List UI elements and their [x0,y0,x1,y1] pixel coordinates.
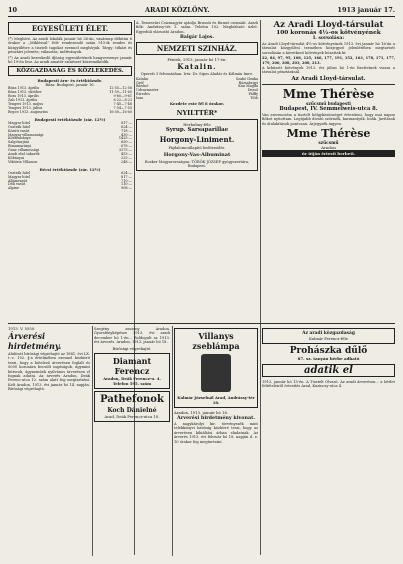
bottom-column-1 [8,326,90,556]
market-heading: Budapesti áru- és értéktőzsde. [37,78,103,84]
cast-list [136,78,258,101]
vienna-stock-row [8,187,132,191]
lloyd-numbers: 22, 84, 97, 95, 108, 125, 166, 177, 191, 152, 163, 178, 171, 177, 179, 206, 208, 203, 208, 213. [262,56,395,65]
theatre-date: Péntek, 1913. január hó 17-én: [167,57,227,63]
section-rule [8,323,395,324]
ad-herbabny [136,119,258,171]
stock-row-cell: Kőbányai [8,155,24,160]
grain-row-cell: 7·54—7·55 [113,105,132,110]
ad-pathefon [94,391,170,422]
cast-row-cell: Inas [136,96,144,101]
stock-row-cell: 430·— [121,132,132,137]
ad-kozgazdasag [262,328,395,344]
grain-row-cell: 8·22—8·23 [113,98,132,103]
therese-line2: úr útján értesít berheti. [262,150,395,157]
stock-row-cell: Rimamurányi [8,144,32,149]
lloyd-signer: Az Aradi Lloyd-társulat. [291,75,366,82]
cast-row-cell: Katalin [136,76,149,81]
article-meghivo: (*) Meghívó. Az aradi Iskolák január hó 26-án, vasárnap délután 6 órakor a „Miklóssal” felé rendezendő szám 915-ik rendes és közgyűlésre a tisztelt tagokat ezennel meghívjuk. Tárgy: titkári és pénztári jelentés; választás; indítványok. [8,37,132,55]
grain-price-table [8,87,132,114]
pathefon-title: Pathefonok [100,393,164,405]
column-rule [92,326,93,556]
kozgazdasag-sub: Kalmár Ferencz-féle [309,336,348,341]
newspaper-title: ARADI KÖZLÖNY. [144,6,210,14]
ad-liniment-desc: Fájdalomcsillapító bedörzsölés. [168,146,226,151]
grain-row [8,111,132,115]
arveresi-text: Alulírott bírósági végrehajtó az 1881. évi LX. t.-c. 102. §-a értelmében ezennel közhírré teszi, hogy a kötelező árverésen foglalt és 5000 koronára becsült ingóságok, úgymint bútorok, ágyneműek nyilvános árverésen el fognak adatni. Az árverés Aradon, Deák Ferenc-utca 12. szám alatt fog megtartatni. Kelt Aradon, 1913. évi január hó 14. napján. Bírósági végrehajtó. [8,352,90,392]
lloyd-text2: A kihúzott kötvények 1913. évi július hó 1-én fizettetnek vissza a társulat pénztáránál. [262,66,395,75]
ad-vas-albuminat: Horgony-Vas-Albuminat [163,152,231,159]
stock-row-cell: Osztrák hitel [8,124,31,129]
koch-name: Koch Dánielné [107,406,157,414]
stock-row-cell: 455·— [121,152,132,157]
vienna-stock-row-cell: Déli vasút [8,182,26,187]
ad-signature: Balgár Lajos. [180,35,214,41]
arveresi-hirdetmeny-heading: Árverési hirdetmény. [8,331,62,351]
stock-row-cell: 817·— [121,120,132,125]
grain-row-cell: Tengeri 1913. május [8,102,44,107]
ad-torok: Rosker Magyarországon: TÖRÖK JÓZSEF gyógyszertára, Budapest. [144,160,250,169]
theatre-start-note: Kezdete este fél 8 órakor. [169,101,225,107]
therese-line1: Aradon [321,145,336,151]
grain-row-cell: Zab 1913. április [8,98,38,103]
diamant-name: Diamant Ferencz [112,355,152,376]
cast-row-cell: Rózsahegyi [238,80,258,85]
zseblampa-title: Villanys zseblámpa [192,331,240,351]
lamp-illustration [201,354,231,392]
ad-csizmagyar: A. Temesvári Csizmagyár ajánlja Brassói és fiumei csizmáit. Aradi fiók: Andrássy-tér 3. szám. Telefon 102. Megbízható üzlet. Egyedüli elárusító Aradon. [136,21,258,34]
grain-row-cell: 7·45—7·46 [113,102,132,107]
therese-text: Van szerencsém a tisztelt hölgyközönséget értesíteni, hogy mai napon fiókot nyitottam. Legújabb divatú szőrmék, karmantyúk, boák. Javítások és átalakítások pontosan. Árjegyzék ingyen. [262,112,395,126]
bottom-column-4 [262,326,395,556]
vienna-stock-row-cell: 624·— [121,170,132,175]
column-rule [172,326,173,556]
therese-address: Budapest, IV. Semmelweis-utca 8. [279,105,378,112]
kozgazdasag-title: Az aradi közgazdaság [302,331,355,336]
notice-signature: Bírósági végrehajtó. [112,345,152,351]
grain-row-cell: 16·50—16·60 [109,109,132,114]
vienna-stock-row-cell: 110·— [121,182,132,187]
grain-row-cell: Rozs 1913. április [8,94,39,99]
stock-row-cell: 225·— [121,155,132,160]
nyiltter-heading: NYILTTÉR* [176,109,218,118]
stock-row-cell: 248·— [121,159,132,164]
ad-diamant [94,353,170,389]
bottom-column-3 [174,326,258,556]
lloyd-heading: Az Aradi Lloyd-társulat [273,20,384,30]
stock-price-table [8,122,132,165]
stock-row-cell: Magyar villamossági [8,132,44,137]
grain-row-cell: 12·55—12·56 [109,86,132,91]
stock-row-cell: Aradi első takarék [8,152,40,157]
column-left [8,20,132,320]
arveresi-kivonat-text: A nagykárolyi kir. törvényszék mint telekkönyvi hatóság közhírré teszi, hogy az árverésen kikiáltási árban eladatnak. Az árverés 1913. évi február hó 18. napján d. e. 10 órakor fog megtartatni. [174,422,258,444]
vienna-stock-row-cell: 710·— [121,178,132,183]
therese-brand: Mme Thérèse [282,86,375,101]
vienna-stock-row-cell: 908·— [121,186,132,191]
ad-herbabny-line: Herbabny-féle [183,122,211,128]
cast-row-cell: Pálffy [248,92,258,97]
therese-subtitle: szűcsmű budapesti [306,100,351,106]
ad-syrup: Syrup. Sarsaparillae [165,127,229,134]
divider [262,84,395,85]
stock-row-cell: Magyar hitel [8,120,31,125]
grain-row-cell: Búza 1913. április [8,86,40,91]
vienna-stock-row-cell: Alpine [8,186,19,191]
market-subheading: Búza: Budapest, január 16. [45,83,95,88]
stock-row-cell: 1425·— [118,136,132,141]
therese-subtitle-repeat: szűcsmű [318,140,339,146]
vienna-stock-row-cell: Osztrák hitel [8,170,31,175]
grain-row-cell: 9·60—9·61 [113,94,132,99]
section-heading-egyesuleti: EGYESÜLETI ÉLET. [8,22,132,35]
cast-row-cell: Udvarmester [136,88,159,93]
cast-row-cell: Tóth [250,96,258,101]
stock-heading: Budapesti értéktőzsde (zár. 12½) [34,116,106,122]
lloyd-sorsolas: I. sorsolása: [312,36,345,41]
ad-zseblampa [174,328,258,408]
grain-row-cell: Tengeri 1913. július [8,105,43,110]
grain-row-cell: Búza 1913. október [8,90,42,95]
ad-horgony-liniment: Horgony-Liniment. [159,135,235,145]
stock-row-cell: Ganz villamossági [8,148,39,153]
column-middle [136,20,258,320]
diamant-address: Aradon, Deák Ferencz-u. 4. Telefon 595. szám [103,375,161,386]
lloyd-text: Az Aradi Lloyd-társulat 4½-os kötvényeinek 1913. évi január hó 16-án a társulat közgyűlési termében közjegyző jelenlétében megtartott sorsolásán a következő kötvények húzattak ki: [262,42,395,55]
adatik-el-title: adatik el [262,364,395,377]
kalmar-address: Kalmár Józsefnál Arad, Andrássy-tér 18. [177,395,255,405]
section-heading-kozgazdasag: KÖZGAZDASÁG ÉS KÖZLEKEDÉS. [8,66,132,76]
cast-row-cell: Kun Magda [238,84,258,89]
vienna-stock-row-cell: Államvasút [8,178,28,183]
cast-row-cell: Ezredes [136,92,150,97]
stock-row-cell: Kőszénbánya [8,136,31,141]
arveresi-kivonat-heading: Árverési hirdetmény kivonat. [176,415,255,421]
column-right [262,20,395,320]
notice-continuation: Szegény asszony Aradon, Gyorsfényképésze 1913. évi aradi december hó 1-én... Boldogult az 1913. évi árverés. Aradon, 1913. január hó 18. [94,327,170,345]
vienna-stock-heading: Bécsi értéktőzsde (zár. 12½) [39,166,101,172]
prohaszka-sub: 87. sz. tanyán bérbe adható [297,356,360,361]
issue-date: 1913 január 17. [337,6,395,14]
stock-row-cell: 3375·— [118,148,132,153]
notice-date: Aradon, 1913. január hó 16. [174,410,229,415]
stock-row-cell: 624·— [121,124,132,129]
section-heading-nemzeti-szinhaz: NEMZETI SZINHÁZ. [136,42,258,55]
vienna-stock-table [8,172,132,192]
cast-row-cell: Szabó Ilonka [235,76,258,81]
vienna-stock-row-cell: Magyar hitel [8,174,31,179]
stock-row-cell: 650·— [121,140,132,145]
bottom-column-2 [94,326,170,556]
therese-brand-repeat: Mme Thérèse [286,127,371,141]
page-header [8,6,395,17]
grain-row-cell: 11·59—11·60 [109,90,132,95]
play-title: Katalin. [177,62,217,72]
cast-row-cell: Bárónő [136,84,149,89]
cast-row-cell: Gróf [136,80,144,85]
notice-number: 1913. V. 5550. [8,326,36,331]
cast-row-cell: Dezső [247,88,258,93]
stock-row-cell: Viktória Villamos [8,159,38,164]
stock-row-cell: 718·— [121,128,132,133]
stock-row-cell: 678·— [121,144,132,149]
page-number: 10 [8,6,18,14]
play-description: Operett 3 felvonásban. Irta: Dr. Sipos Aladár és Kálmán Imre. [140,72,254,77]
stock-row-cell: Salgótarjáni [8,140,29,145]
vienna-stock-row-cell: 817·— [121,174,132,179]
article-hangverseny: (*) Az aradi kereskedő ifjúság egyesületének hangversenye január hó 19-én lesz. Az aradi amatőr színészet közreműködik. [8,55,132,65]
koch-address: Arad, Deák Ferencz-utca 10. [104,413,160,419]
lloyd-subheading: 100 koronás 4½-os kötvényének [276,30,381,36]
bottom-right-text: 1913. január hó 15-én. A Tisztelt Olvasó. Az aradi árverésen... a bérlet feltételeiről értesítés Arad, Kazinczy-utca 4. [262,380,395,389]
grain-row-cell: Repce 1913. augusztus [8,109,48,114]
column-rule [260,20,261,555]
stock-row-cell: Közúti vasút [8,128,30,133]
prohaszka-title: Prohászka dűlő [289,346,368,356]
stock-row [8,161,132,165]
